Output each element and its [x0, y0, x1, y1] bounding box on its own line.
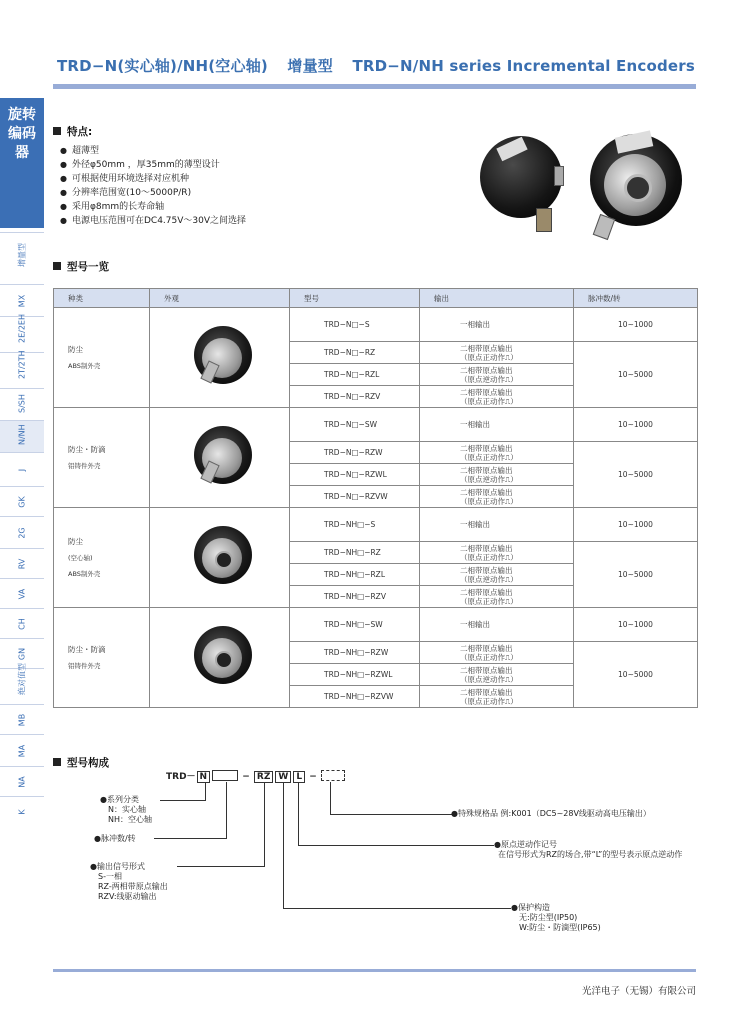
- table-row: [54, 308, 698, 342]
- sidebar-item-label: 2G: [17, 527, 27, 539]
- composition-line: 在信号形式为RZ的场合,带“L”的型号表示原点逆动作: [498, 850, 683, 859]
- code-w: W: [275, 771, 291, 783]
- output-cell: [420, 386, 574, 408]
- sidebar-item-label: J: [17, 468, 27, 472]
- output-line: 二相带原点输出: [460, 387, 513, 397]
- output-line: 二相带原点输出: [460, 687, 513, 697]
- title-cn: TRD−N(实心轴)/NH(空心轴): [57, 57, 268, 75]
- sidebar-item[interactable]: [0, 734, 44, 767]
- composition-protect: [511, 903, 601, 933]
- composition-line: 无:防尘型(IP50): [519, 913, 578, 922]
- output-cell: [420, 686, 574, 708]
- pulse-cell: 10~1000: [574, 608, 698, 642]
- connector-series-h: [160, 800, 206, 801]
- output-cell: [420, 364, 574, 386]
- output-cell: [420, 542, 574, 564]
- connector-protect: [283, 782, 284, 908]
- composition-line: N：实心轴: [108, 805, 146, 814]
- features-heading: 特点:: [53, 124, 92, 139]
- sidebar-item[interactable]: [0, 704, 44, 735]
- composition-line: W:防尘・防滴型(IP65): [519, 923, 601, 932]
- column-header: 脉冲数/转: [574, 289, 698, 308]
- output-line: 二相带原点输出: [460, 343, 513, 353]
- model-list-heading: 型号一览: [53, 259, 109, 274]
- model-cell: TRD−NH□−S: [290, 508, 420, 542]
- page-title: [57, 55, 695, 76]
- encoder-thumbnail: [180, 418, 260, 498]
- sidebar-item[interactable]: [0, 516, 44, 549]
- sidebar-item-label: VA: [17, 588, 27, 600]
- model-cell: TRD−N□−RZW: [290, 442, 420, 464]
- composition-line: ●输出信号形式: [90, 862, 145, 871]
- sidebar-item-label: RV: [17, 558, 27, 570]
- sidebar-item-label: MX: [17, 294, 27, 308]
- output-line: （原点正动作⎍）: [460, 552, 518, 562]
- sidebar-main-tab[interactable]: [0, 98, 44, 228]
- model-cell: TRD−N□−RZ: [290, 342, 420, 364]
- sidebar-item[interactable]: [0, 420, 44, 453]
- output-line: 二相带原点输出: [460, 665, 513, 675]
- sidebar-index: [0, 232, 44, 854]
- pulse-cell: 10~5000: [574, 542, 698, 608]
- product-photo-solid-shaft: [476, 128, 571, 233]
- connector-signal: [264, 782, 265, 866]
- output-line: 二相带原点输出: [460, 465, 513, 475]
- model-cell: TRD−NH□−SW: [290, 608, 420, 642]
- output-line: （原点逆动作⎍）: [460, 374, 518, 384]
- appearance-cell: [150, 508, 290, 608]
- sidebar-item[interactable]: [0, 486, 44, 517]
- sidebar-main-label: 旋转编码器: [8, 107, 36, 161]
- composition-series: [100, 795, 152, 825]
- sidebar-item[interactable]: [0, 608, 44, 639]
- table-header-row: [54, 289, 698, 308]
- output-line: 二相带原点输出: [460, 543, 513, 553]
- type-line: ABS制外壳: [68, 361, 101, 370]
- feature-item: ● 可根据使用环境选择对应机种: [60, 172, 246, 186]
- column-header: 型号: [290, 289, 420, 308]
- pulse-cell: 10~5000: [574, 642, 698, 708]
- output-cell: [420, 608, 574, 642]
- connector-origin: [298, 782, 299, 845]
- sidebar-item-label: MA: [17, 744, 27, 758]
- model-list-table: [53, 288, 698, 708]
- connector-special-h: [330, 814, 452, 815]
- model-cell: TRD−NH□−RZL: [290, 564, 420, 586]
- column-header: 外观: [150, 289, 290, 308]
- type-cell: [54, 308, 150, 408]
- sidebar-item[interactable]: [0, 766, 44, 797]
- composition-line: RZ-两相带原点输出: [98, 882, 168, 891]
- composition-line: ●保护构造: [511, 903, 550, 912]
- sidebar-item[interactable]: [0, 388, 44, 421]
- output-line: 一相输出: [460, 320, 490, 329]
- connector-pulse: [226, 782, 227, 838]
- output-cell: [420, 342, 574, 364]
- sidebar-item-label: GK: [17, 496, 27, 508]
- output-line: 二相带原点输出: [460, 487, 513, 497]
- title-en: TRD−N/NH series Incremental Encoders: [352, 57, 695, 75]
- composition-signal: [90, 862, 168, 902]
- composition-line: ●系列分类: [100, 795, 139, 804]
- sidebar-item[interactable]: [0, 232, 44, 285]
- connector-protect-h: [283, 908, 511, 909]
- output-cell: [420, 664, 574, 686]
- column-header: 输出: [420, 289, 574, 308]
- type-line: 防尘: [68, 344, 83, 354]
- pulse-cell: 10~5000: [574, 342, 698, 408]
- model-cell: TRD−N□−RZL: [290, 364, 420, 386]
- composition-line: ●原点逆动作记号: [494, 840, 557, 849]
- sidebar-item-label: 绝对值型: [17, 663, 27, 695]
- model-cell: TRD−NH□−RZVW: [290, 686, 420, 708]
- output-line: 二相带原点输出: [460, 565, 513, 575]
- composition-heading: 型号构成: [53, 755, 109, 770]
- feature-item: ● 超薄型: [60, 144, 246, 158]
- sidebar-item-label: MB: [17, 713, 27, 727]
- type-cell: [54, 608, 150, 708]
- appearance-cell: [150, 308, 290, 408]
- model-cell: TRD−NH□−RZWL: [290, 664, 420, 686]
- table-row: [54, 508, 698, 542]
- model-code: TRD－ N − RZ W L −: [166, 770, 346, 783]
- model-cell: TRD−N□−SW: [290, 408, 420, 442]
- encoder-thumbnail: [180, 318, 260, 398]
- output-line: （原点正动作⎍）: [460, 596, 518, 606]
- type-line: 防尘・防滴: [68, 444, 106, 454]
- model-cell: TRD−N□−S: [290, 308, 420, 342]
- sidebar-item-label: 2E/2EH: [17, 314, 27, 343]
- composition-line: NH：空心轴: [108, 815, 152, 824]
- type-line: ABS制外壳: [68, 569, 101, 578]
- output-line: （原点正动作⎍）: [460, 496, 518, 506]
- code-l: L: [293, 771, 305, 783]
- output-line: （原点正动作⎍）: [460, 452, 518, 462]
- type-line: 铝铸件外壳: [68, 461, 101, 470]
- output-cell: [420, 442, 574, 464]
- footer-company: 光洋电子（无锡）有限公司: [581, 986, 696, 997]
- output-line: （原点逆动作⎍）: [460, 474, 518, 484]
- connector-signal-h: [177, 866, 265, 867]
- sidebar-item-label: NA: [17, 776, 27, 788]
- sidebar-item-label: CH: [17, 618, 27, 630]
- pulse-cell: 10~5000: [574, 442, 698, 508]
- output-line: 一相输出: [460, 620, 490, 629]
- code-special-box: [321, 770, 345, 781]
- code-n: N: [197, 771, 211, 783]
- connector-pulse-h: [154, 838, 227, 839]
- title-type: 增量型: [287, 57, 334, 75]
- features-list: [60, 144, 246, 228]
- sidebar-item-label: N/NH: [17, 424, 27, 445]
- model-cell: TRD−NH□−RZW: [290, 642, 420, 664]
- output-line: 一相输出: [460, 420, 490, 429]
- type-cell: [54, 508, 150, 608]
- type-line: 铝铸件外壳: [68, 661, 101, 670]
- output-line: 一相输出: [460, 520, 490, 529]
- output-line: 二相带原点输出: [460, 443, 513, 453]
- output-cell: [420, 508, 574, 542]
- model-cell: TRD−N□−RZWL: [290, 464, 420, 486]
- composition-line: S-一相: [98, 872, 122, 881]
- pulse-cell: 10~1000: [574, 408, 698, 442]
- output-line: （原点正动作⎍）: [460, 396, 518, 406]
- output-line: （原点正动作⎍）: [460, 652, 518, 662]
- footer-divider: [53, 969, 696, 972]
- output-cell: [420, 308, 574, 342]
- output-line: （原点正动作⎍）: [460, 352, 518, 362]
- connector-origin-h: [298, 845, 494, 846]
- table-row: [54, 408, 698, 442]
- code-rz: RZ: [254, 771, 273, 783]
- composition-special: ●特殊规格品 例:K001（DC5~28V线驱动高电压输出）: [451, 809, 651, 818]
- encoder-thumbnail: [180, 618, 260, 698]
- output-line: （原点逆动作⎍）: [460, 574, 518, 584]
- code-pulse-box: [212, 770, 238, 781]
- sidebar-item-label: 2T/2TH: [17, 350, 27, 379]
- composition-pulse: ●脉冲数/转: [94, 834, 136, 843]
- sidebar-item[interactable]: [0, 352, 44, 389]
- appearance-cell: [150, 408, 290, 508]
- sidebar-item-label: GN: [17, 647, 27, 661]
- output-line: （原点正动作⎍）: [460, 696, 518, 706]
- feature-item: ● 分辨率范围宽(10～5000P/R): [60, 186, 246, 200]
- encoder-thumbnail: [180, 518, 260, 598]
- connector-series: [205, 782, 206, 800]
- code-prefix: TRD－: [166, 772, 196, 782]
- feature-item: ● 采用φ8mm的长寿命轴: [60, 200, 246, 214]
- sidebar-item[interactable]: [0, 796, 44, 827]
- table-row: [54, 608, 698, 642]
- composition-line: RZV:线驱动输出: [98, 892, 157, 901]
- type-line: 防尘: [68, 536, 83, 546]
- sidebar-item[interactable]: [0, 548, 44, 579]
- output-cell: [420, 564, 574, 586]
- feature-item: ● 外径φ50mm ，厚35mm的薄型设计: [60, 158, 246, 172]
- connector-special: [330, 782, 331, 814]
- output-cell: [420, 464, 574, 486]
- output-line: （原点逆动作⎍）: [460, 674, 518, 684]
- output-line: 二相带原点输出: [460, 365, 513, 375]
- output-cell: [420, 408, 574, 442]
- model-cell: TRD−N□−RZV: [290, 386, 420, 408]
- output-line: 二相带原点输出: [460, 643, 513, 653]
- product-photo-hollow-shaft: [586, 124, 696, 242]
- type-cell: [54, 408, 150, 508]
- sidebar-item-label: K: [17, 809, 27, 815]
- composition-origin: [494, 840, 682, 860]
- sidebar-item[interactable]: [0, 316, 44, 353]
- sidebar-item[interactable]: [0, 663, 44, 705]
- output-line: 二相带原点输出: [460, 587, 513, 597]
- model-cell: TRD−NH□−RZ: [290, 542, 420, 564]
- pulse-cell: 10~1000: [574, 308, 698, 342]
- model-cell: TRD−N□−RZVW: [290, 486, 420, 508]
- output-cell: [420, 486, 574, 508]
- output-cell: [420, 642, 574, 664]
- model-cell: TRD−NH□−RZV: [290, 586, 420, 608]
- sidebar-item[interactable]: [0, 284, 44, 317]
- output-cell: [420, 586, 574, 608]
- type-line: 防尘・防滴: [68, 644, 106, 654]
- column-header: 种类: [54, 289, 150, 308]
- sidebar-item[interactable]: [0, 578, 44, 609]
- title-divider: [53, 84, 696, 89]
- feature-item: ● 电源电压范围可在DC4.75V～30V之间选择: [60, 214, 246, 228]
- type-line: (空心轴): [68, 553, 93, 562]
- pulse-cell: 10~1000: [574, 508, 698, 542]
- sidebar-item-label: 增量型: [17, 243, 27, 267]
- appearance-cell: [150, 608, 290, 708]
- sidebar-item[interactable]: [0, 452, 44, 487]
- sidebar-item-label: S/SH: [17, 394, 27, 413]
